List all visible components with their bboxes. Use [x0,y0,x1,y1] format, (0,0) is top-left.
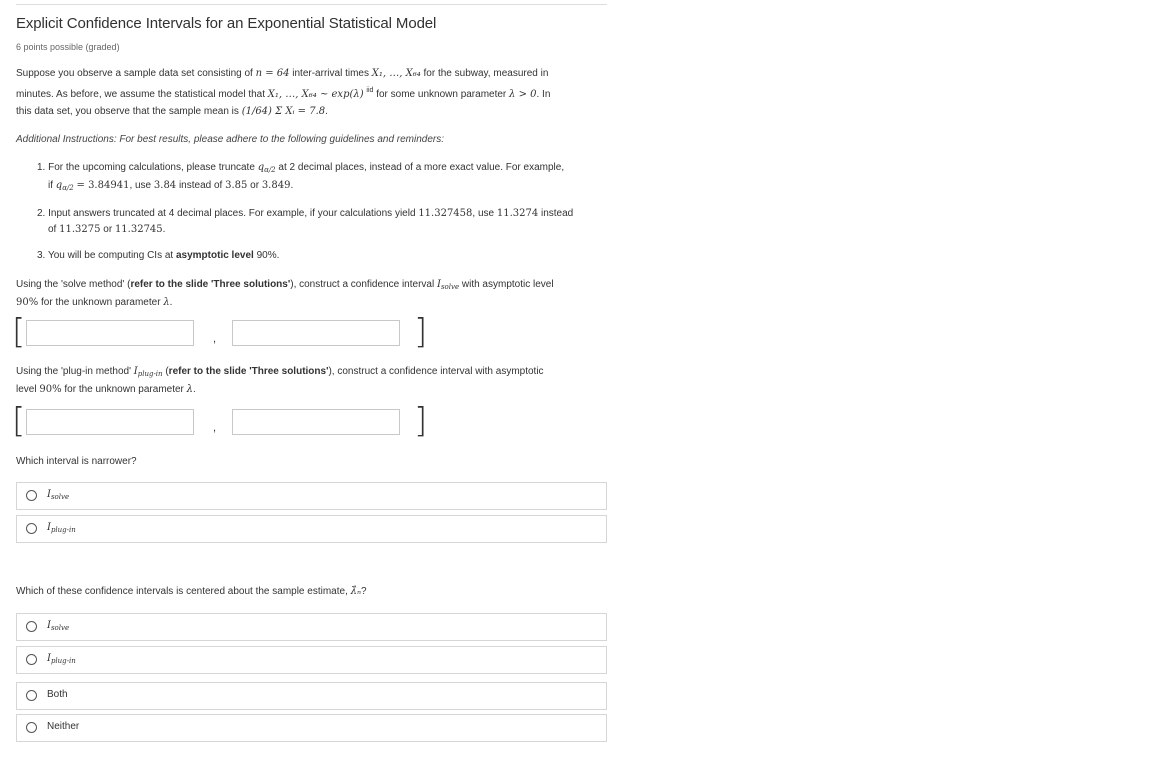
intro-line-3: this data set, you observe that the sample mean is (1/64) Σ Xᵢ = 7.8. [16,106,328,117]
radio-button[interactable] [26,722,37,733]
problem-title: Explicit Confidence Intervals for an Exponential Statistical Model [16,15,437,32]
q1-right-bracket: ] [414,312,428,352]
radio-button[interactable] [26,523,37,534]
instruction-item-3: 3. You will be computing CIs at asymptotic level 90%. [37,250,280,261]
radio-button[interactable] [26,654,37,665]
q3-option-plug-in[interactable]: $I_{plug-in}$ [16,515,607,543]
radio-button[interactable] [26,621,37,632]
radio-button[interactable] [26,490,37,501]
lambda-positive: λ > 0 [509,89,537,100]
radio-button[interactable] [26,690,37,701]
q2-lower-bound-input[interactable] [26,409,194,435]
q3-question: Which interval is narrower? [16,456,137,467]
intro-line-2: minutes. As before, we assume the statistical model that X₁, …, X₆₄ ~ exp(λ) $^{iid}$ for some unknown parameter λ > 0. In [16,87,551,100]
q1-lower-bound-input[interactable] [26,320,194,346]
q3-option-solve[interactable]: $I_{solve}$ [16,482,607,510]
q4-question: Which of these confidence intervals is centered about the sample estimate, λ̂ₙ? [16,586,367,597]
q1-comma: , [213,333,217,345]
sample-variables: X₁, …, X₆₄ [371,68,421,79]
q4-option-neither[interactable] [16,714,607,742]
q2-right-bracket: ] [414,401,428,441]
q2-prompt: Using the 'plug-in method' $I_{plug-in}$ (refer to the slide 'Three solutions'), construct a confidence interval with asymptotic level 90% for the unknown parameter λ. [16,366,544,395]
iid-label: iid [366,87,374,94]
option-label: Neither [47,721,80,732]
instruction-item-1: 1. For the upcoming calculations, please truncate $q_{\alpha/2}$ at 2 decimal places, instead of a more exact value. For example, if $q_{\alpha/2} = 3.84941$, use 3.84 instead of 3.85 or 3.849. [37,162,565,192]
model-expression: X₁, …, X₆₄ ~ exp(λ) [267,89,364,100]
top-divider [16,4,607,5]
q4-option-both[interactable] [16,682,607,710]
q1-prompt: Using the 'solve method' (refer to the slide 'Three solutions'), construct a confidence interval $I_{solve}$ with asymptotic level 90% for the unknown parameter λ. [16,279,554,308]
q2-comma: , [213,422,217,434]
intro-line-1: Suppose you observe a sample data set consisting of n = 64 inter-arrival times X₁, …, X₆₄ for the subway, measured in [16,68,549,79]
sample-mean: (1/64) Σ Xᵢ = 7.8 [241,106,326,117]
problem-intro [16,65,607,120]
q1-upper-bound-input[interactable] [232,320,400,346]
instruction-item-2: 2. Input answers truncated at 4 decimal places. For example, if your calculations yield 11.327458, use 11.3274 instead of 11.3275 or 11.32745. [37,208,574,235]
q4-option-plug-in[interactable]: $I_{plug-in}$ [16,646,607,674]
q1-left-bracket: [ [12,312,26,352]
option-label: Both [47,689,68,700]
q4-option-solve[interactable]: $I_{solve}$ [16,613,607,641]
n-equation: n = 64 [255,68,290,79]
additional-instructions: Additional Instructions: For best results, please adhere to the following guidelines and reminders: [16,134,445,145]
points-possible: 6 points possible (graded) [16,42,120,52]
q2-upper-bound-input[interactable] [232,409,400,435]
q2-left-bracket: [ [12,401,26,441]
